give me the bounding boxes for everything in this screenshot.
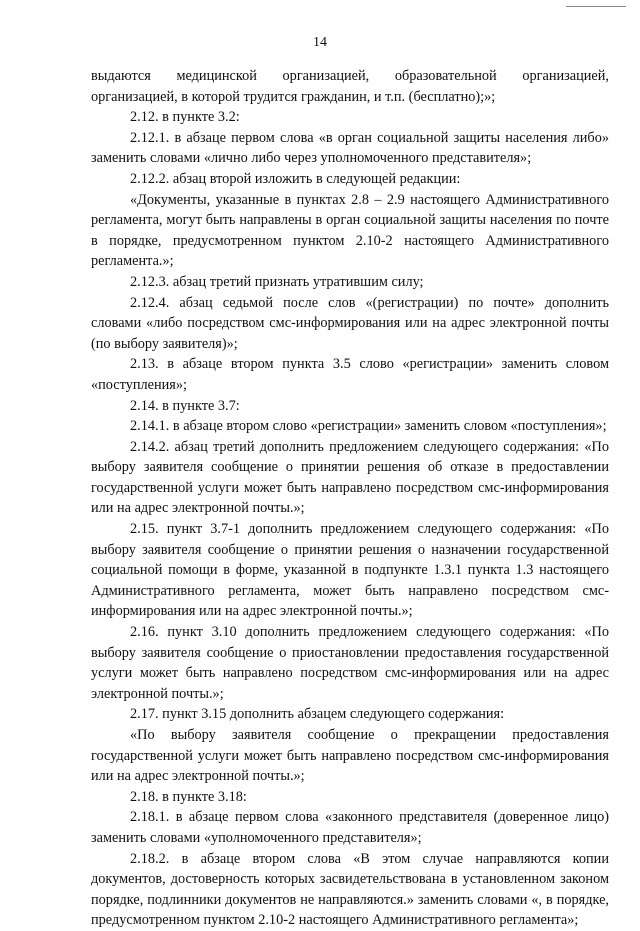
paragraph: 2.17. пункт 3.15 дополнить абзацем следующего содержания: [130, 706, 505, 723]
paragraph: «Документы, указанные в пунктах 2.8 – 2.9 настоящего Административного регламента, могут быть направлены в орган социальной защиты населения по почте в порядке, предусмотренном пунктом 2.10-2 настоящего Административного регламента.»; [91, 191, 609, 270]
paragraph: 2.18.2. в абзаце втором слова «В этом случае направляются копии документов, достоверность которых засвидетельствована в установленном законом порядке, подлинники документов не направляются.» заменить словами «, в порядке, предусмотренном пунктом 2.10-2 настоящего Административного регламента»; [91, 850, 609, 929]
paragraph: выдаются медицинской организацией, образовательной организацией, организацией, в которой трудится гражданин, и т.п. (бесплатно);»; [91, 68, 609, 105]
paragraph: 2.18. в пункте 3.18: [130, 788, 247, 805]
paragraph: 2.12.4. абзац седьмой после слов «(регистрации) по почте» дополнить словами «либо посредством смс-информирования или на адрес электронной почты (по выбору заявителя)»; [91, 294, 609, 352]
top-edge-line [566, 6, 626, 7]
paragraph: 2.16. пункт 3.10 дополнить предложением следующего содержания: «По выбору заявителя сообщение о приостановлении предоставления государственной услуги может быть направлено посредством смс-информирования или на адрес электронной почты.»; [91, 624, 609, 702]
page-number: 14 [313, 35, 327, 50]
paragraph: 2.18.1. в абзаце первом слова «законного представителя (доверенное лицо) заменить словами «уполномоченного представителя»; [91, 809, 609, 846]
paragraph: 2.12. в пункте 3.2: [130, 109, 240, 126]
paragraph: 2.15. пункт 3.7-1 дополнить предложением следующего содержания: «По выбору заявителя сообщение о принятии решения о назначении государственной социальной помощи в форме, указанной в подпункте 1.3.1 пункта 1.3 настоящего Административного регламента, может быть направлено посредством смс-информирования или на адрес электронной почты.»; [91, 521, 609, 620]
paragraph: 2.14.2. абзац третий дополнить предложением следующего содержания: «По выбору заявителя сообщение о принятии решения об отказе в предоставлении государственной услуги может быть направлено посредством смс-информирования или на адрес электронной почты.»; [91, 438, 609, 517]
document-body [91, 66, 609, 931]
paragraph: «По выбору заявителя сообщение о прекращении предоставления государственной услуги может быть направлено посредством смс-информирования или на адрес электронной почты.»; [91, 727, 609, 785]
paragraph: 2.12.1. в абзаце первом слова «в орган социальной защиты населения либо» заменить словами «лично либо через уполномоченного представителя»; [91, 129, 609, 167]
paragraph: 2.12.3. абзац третий признать утратившим силу; [130, 273, 424, 290]
paragraph: 2.14. в пункте 3.7: [130, 397, 240, 414]
paragraph: 2.14.1. в абзаце втором слово «регистрации» заменить словом «поступления»; [130, 418, 607, 435]
paragraph: 2.12.2. абзац второй изложить в следующей редакции: [130, 170, 461, 187]
paragraph: 2.13. в абзаце втором пункта 3.5 слово «регистрации» заменить словом «поступления»; [91, 356, 609, 393]
